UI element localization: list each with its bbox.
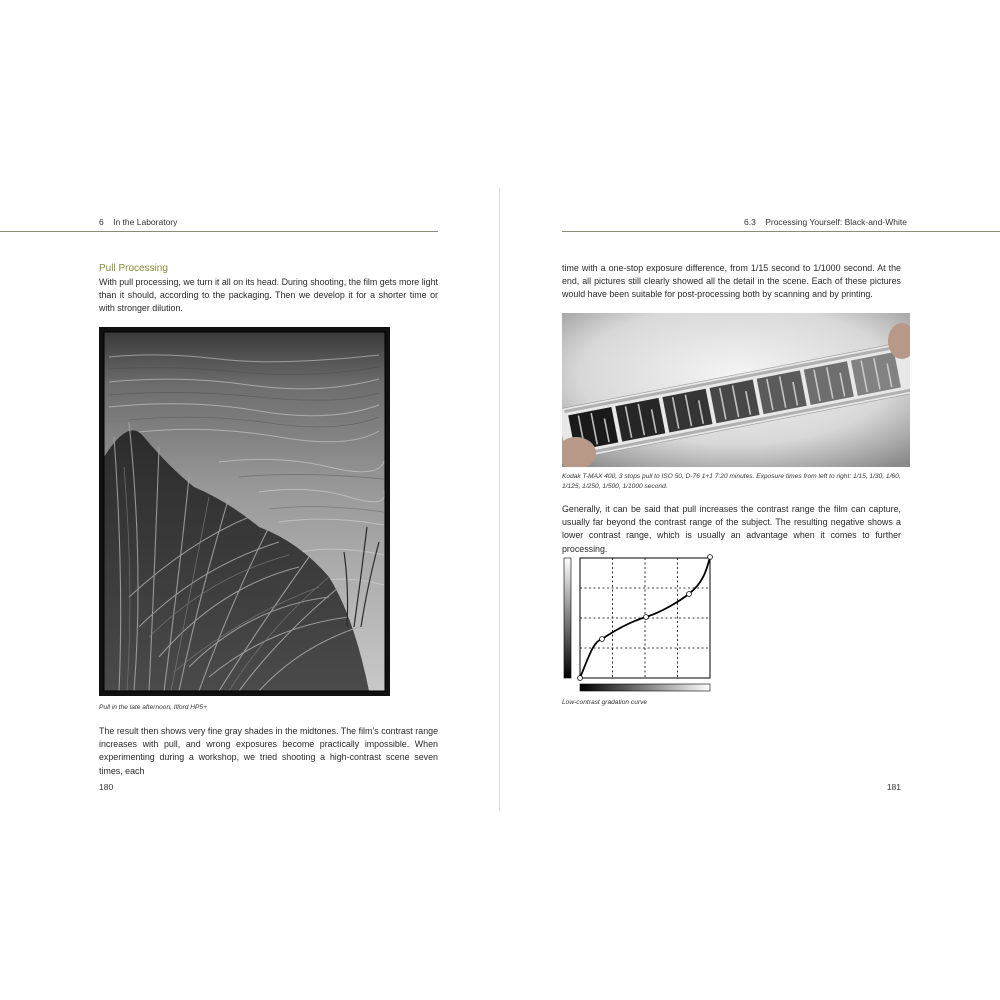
figure-caption: Low-contrast gradation curve bbox=[562, 699, 648, 706]
page-number-right: 181 bbox=[886, 782, 901, 792]
film-strip-illustration bbox=[562, 313, 910, 467]
header-rule-left bbox=[0, 231, 438, 232]
photo-caption-right: Kodak T-MAX 400, 3 stops pull to ISO 50, D-76 1+1 7:20 minutes. Exposure times from left to right: 1/15, 1/30, 1/60, 1/125, 1/250, 1/500, 1/1000 second. bbox=[562, 473, 901, 490]
curve-point bbox=[578, 676, 583, 681]
section-heading: Pull Processing bbox=[99, 263, 168, 274]
intro-paragraph: With pull processing, we turn it all on its head. During shooting, the film gets more light than it should, according to the packaging. Then we develop it for a shorter time or with stronger dilution. bbox=[99, 277, 438, 314]
curve-point bbox=[600, 637, 605, 642]
input-tone-bar bbox=[580, 684, 710, 691]
chapter-title: In the Laboratory bbox=[113, 217, 178, 227]
gradation-curve-figure bbox=[562, 553, 722, 693]
running-head-left bbox=[99, 217, 177, 227]
curve-point bbox=[708, 555, 713, 560]
spine-gutter bbox=[499, 188, 500, 811]
photo-caption-left: Pull in the late afternoon, Ilford HP5+ bbox=[99, 704, 207, 711]
page-number-left: 180 bbox=[99, 782, 114, 792]
curve-point bbox=[687, 592, 692, 597]
output-tone-bar bbox=[564, 558, 571, 678]
photo-illustration bbox=[99, 327, 390, 696]
curve-point bbox=[644, 615, 649, 620]
gradation-curve-graph bbox=[562, 553, 722, 693]
running-head-right bbox=[744, 217, 907, 227]
section-title: Processing Yourself: Black-and-White bbox=[765, 217, 907, 227]
paragraph-2-left: The result then shows very fine gray shades in the midtones. The film’s contrast range increases with pull, and wrong exposures become practically impossible. When experimenting during a workshop, we tried shooting a high-contrast scene seven times, each bbox=[99, 726, 438, 776]
header-rule-right bbox=[562, 231, 1000, 232]
chapter-number: 6 bbox=[99, 217, 104, 227]
paragraph-1-right: time with a one-stop exposure difference, from 1/15 second to 1/1000 second. At the end, all pictures still clearly showed all the detail in the scene. Each of these pictures would have been suitable for post-processing both by scanning and by printing. bbox=[562, 263, 901, 300]
grass-by-water-photo bbox=[99, 327, 390, 696]
section-number: 6.3 bbox=[744, 217, 756, 227]
paragraph-2-right: Generally, it can be said that pull increases the contrast range the film can capture, usually far beyond the contrast range of the subject. The resulting negative shows a lower contrast range, which is usually an advantage when it comes to further processing. bbox=[562, 504, 901, 554]
negative-film-strip-photo bbox=[562, 313, 910, 467]
